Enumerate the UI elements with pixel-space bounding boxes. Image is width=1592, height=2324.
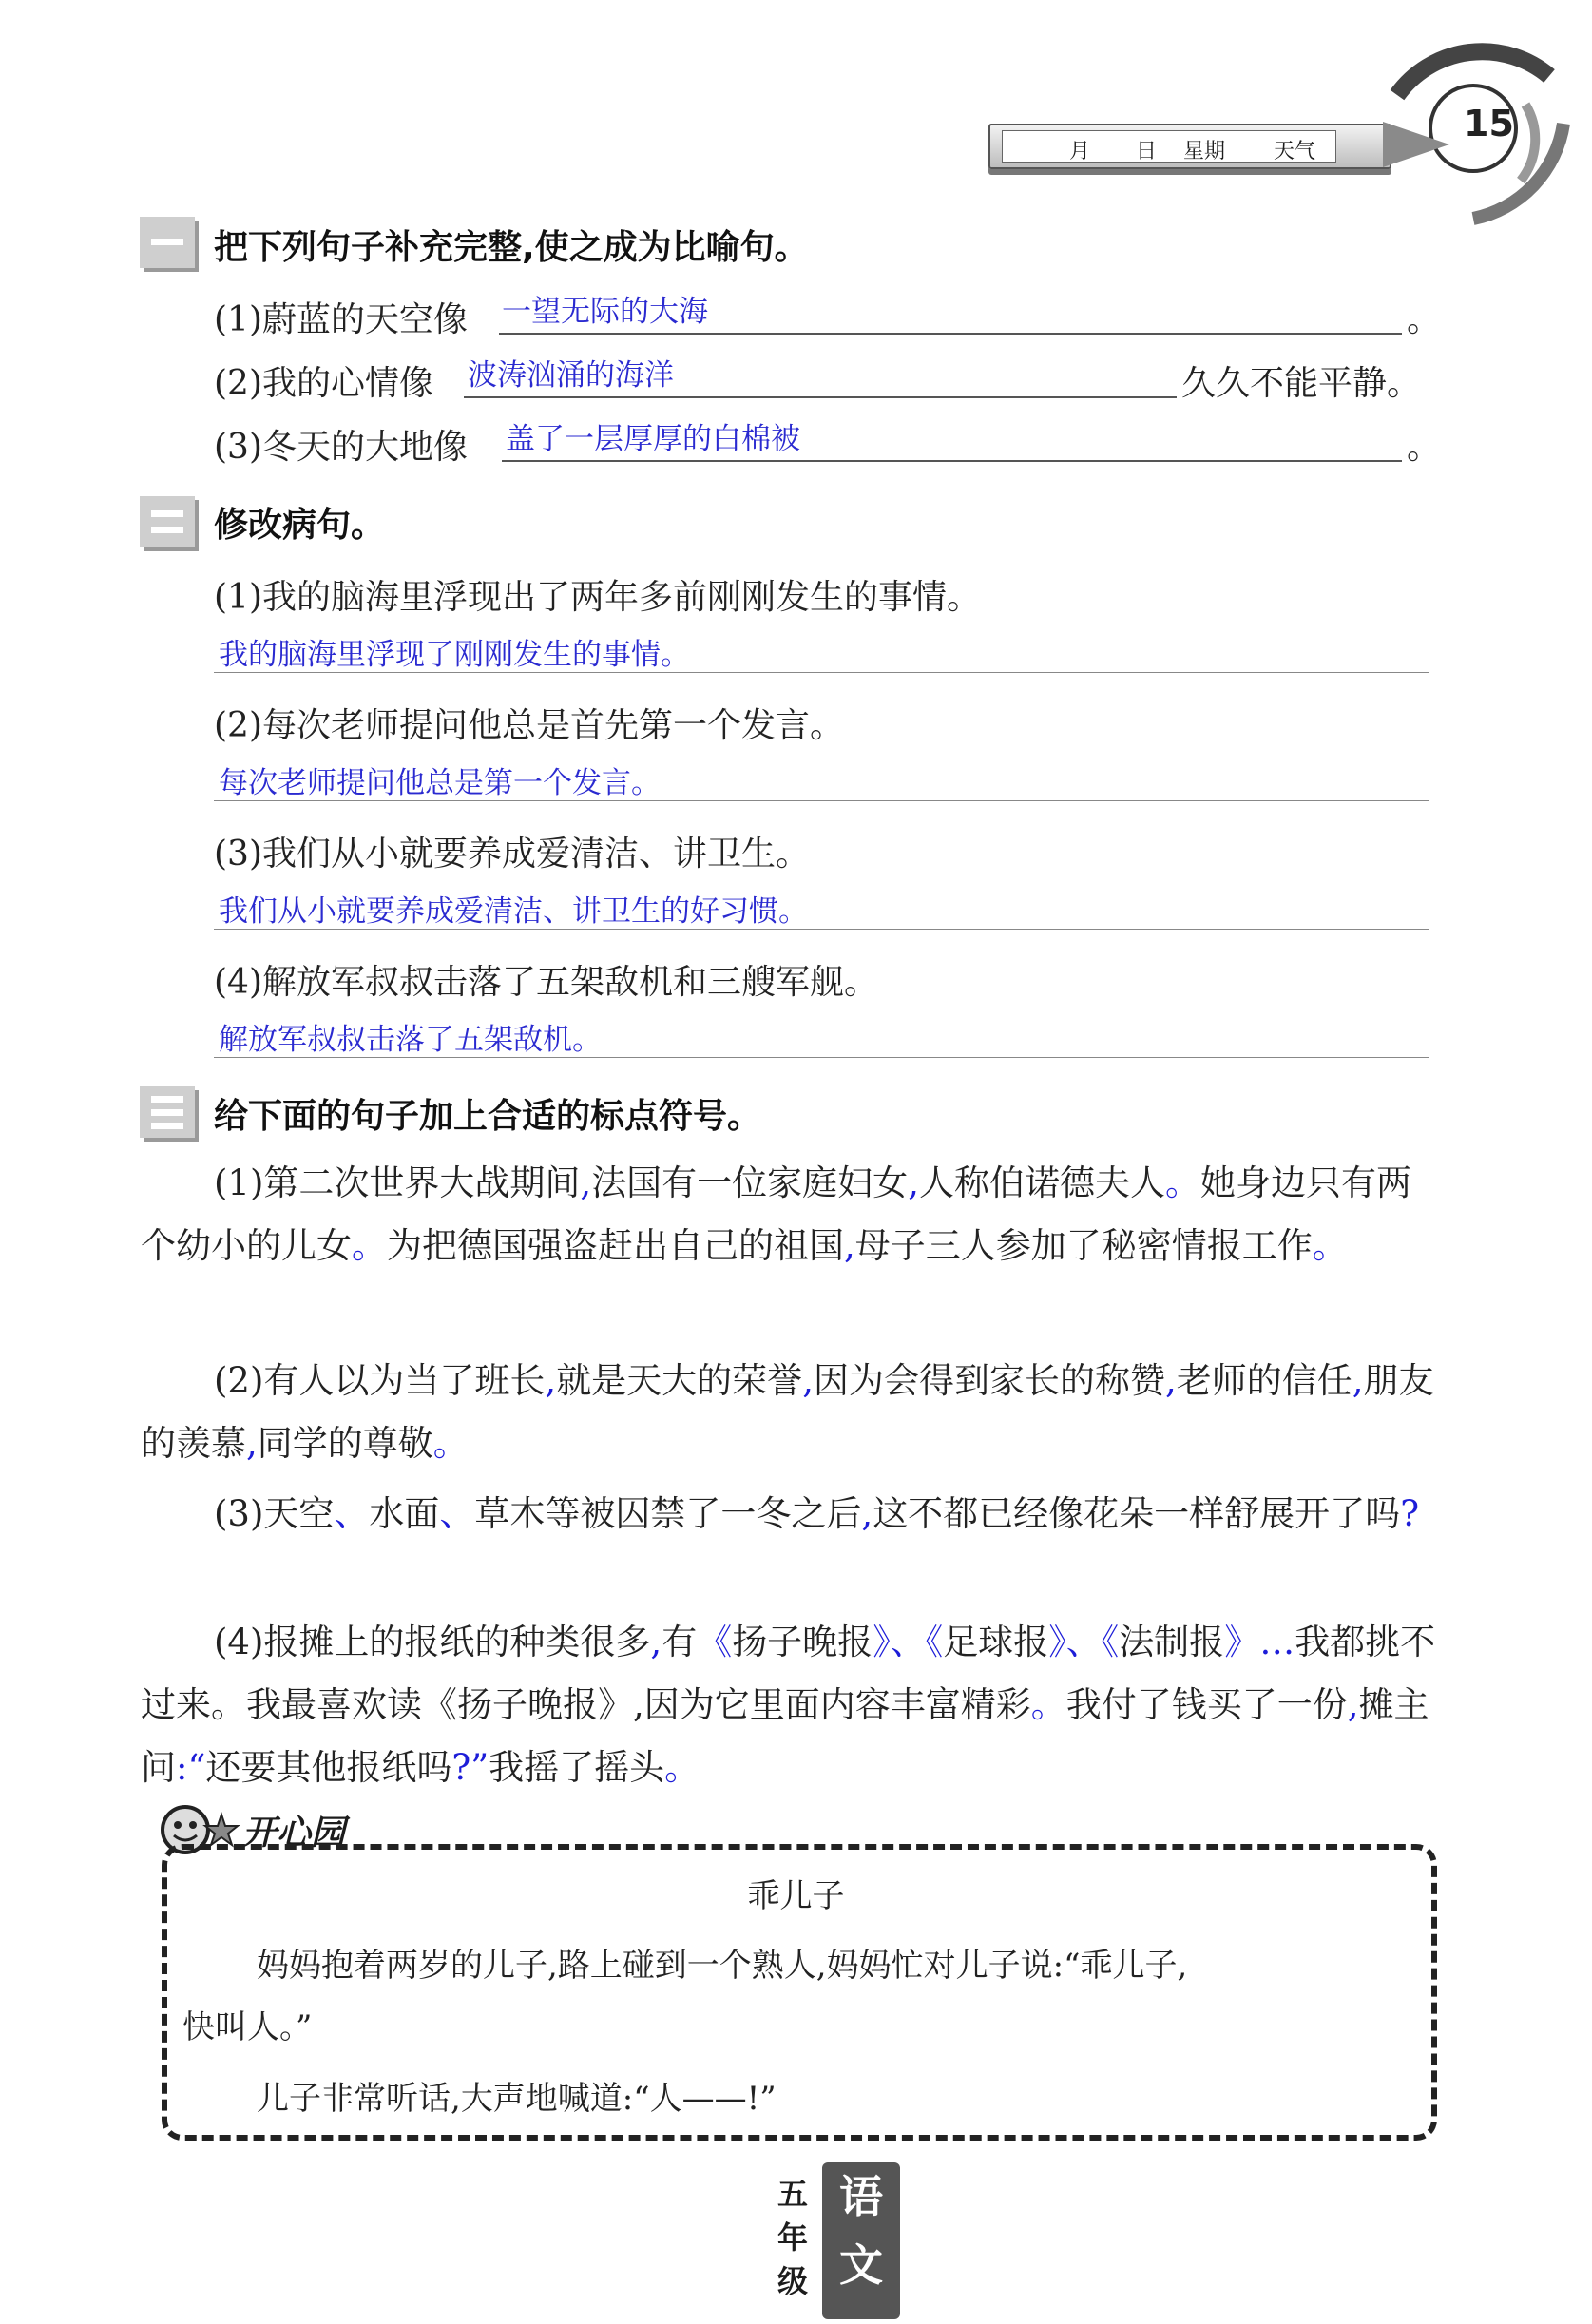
s3-paragraph-2: (2)有人以为当了班长,就是天大的荣誉,因为会得到家长的称赞,老师的信任,朋友的羡慕,同学的尊敬。: [141, 1360, 1434, 1464]
day-label: 日: [1136, 140, 1158, 163]
s2-line-2: [214, 800, 1429, 801]
s3-paragraph-4: (4)报摊上的报纸的种类很多,有《扬子晚报》、《足球报》、《法制报》…我都挑不过来。我最喜欢读《扬子晚报》,因为它里面内容丰富精彩。我付了钱买了一份,摊主问:“还要其他报纸吗?”我摇了摇头。: [141, 1622, 1436, 1788]
s2-a3: 我们从小就要养成爱清洁、讲卫生的好习惯。: [219, 894, 808, 929]
s1-q3-line: [502, 460, 1402, 462]
fun-corner-logo: 开心园: [242, 1814, 346, 1853]
s3-paragraph-3: (3)天空、水面、草木等被囚禁了一冬之后,这不都已经像花朵一样舒展开了吗?: [214, 1493, 1420, 1534]
story-line-2: 快叫人。”: [182, 2008, 313, 2046]
section-3-title: 给下面的句子加上合适的标点符号。: [214, 1097, 762, 1136]
date-weather-bar: [988, 124, 1391, 169]
s1-q1-answer: 一望无际的大海: [502, 295, 708, 329]
month-label: 月: [1069, 140, 1091, 163]
s2-q2: (2)每次老师提问他总是首先第一个发言。: [214, 706, 844, 745]
s1-q3-answer: 盖了一层厚厚的白棉被: [506, 422, 800, 456]
story-title: 乖儿子: [747, 1877, 845, 1915]
s2-a1: 我的脑海里浮现了刚刚发生的事情。: [219, 638, 690, 672]
s2-a4: 解放军叔叔击落了五架敌机。: [219, 1023, 602, 1057]
weekday-label: 星期: [1183, 140, 1226, 163]
section-1-badge: [140, 217, 195, 268]
s1-q2-line: [464, 396, 1177, 398]
weather-label: 天气: [1274, 140, 1316, 163]
s2-q3: (3)我们从小就要养成爱清洁、讲卫生。: [214, 835, 810, 874]
s1-q3-suffix: 。: [1407, 428, 1442, 467]
s1-q2-answer: 波涛汹涌的海洋: [468, 358, 674, 393]
section-1-title: 把下列句子补充完整,使之成为比喻句。: [214, 228, 809, 267]
pencil-tip-icon: [1383, 122, 1449, 167]
story-line-3: 儿子非常听话,大声地喊道:“人——!”: [257, 2080, 777, 2118]
s2-q4: (4)解放军叔叔击落了五架敌机和三艘军舰。: [214, 963, 878, 1002]
s2-q1: (1)我的脑海里浮现出了两年多前刚刚发生的事情。: [214, 578, 981, 617]
s2-a2: 每次老师提问他总是第一个发言。: [219, 766, 661, 800]
s3-paragraph-1: (1)第二次世界大战期间,法国有一位家庭妇女,人称伯诺德夫人。她身边只有两个幼小的儿女。为把德国强盗赶出自己的祖国,母子三人参加了秘密情报工作。: [141, 1162, 1411, 1266]
s1-q1-prefix: (1)蔚蓝的天空像: [214, 300, 468, 339]
s1-q1-line: [499, 333, 1402, 335]
s1-q3-prefix: (3)冬天的大地像: [214, 428, 468, 467]
subject-label: 语 文: [822, 2162, 900, 2319]
s2-line-1: [214, 672, 1429, 673]
section-3-badge: [140, 1086, 195, 1138]
page-number: 15: [1464, 103, 1514, 144]
story-line-1: 妈妈抱着两岁的儿子,路上碰到一个熟人,妈妈忙对儿子说:“乖儿子,: [257, 1947, 1188, 1985]
s1-q2-suffix: 久久不能平静。: [1181, 364, 1422, 403]
s1-q1-suffix: 。: [1407, 300, 1442, 339]
s2-line-3: [214, 929, 1429, 930]
grade-label: 五 年 级: [777, 2176, 808, 2299]
s2-line-4: [214, 1057, 1429, 1058]
s1-q2-prefix: (2)我的心情像: [214, 364, 433, 403]
section-2-badge: [140, 496, 195, 547]
section-2-title: 修改病句。: [214, 506, 386, 545]
